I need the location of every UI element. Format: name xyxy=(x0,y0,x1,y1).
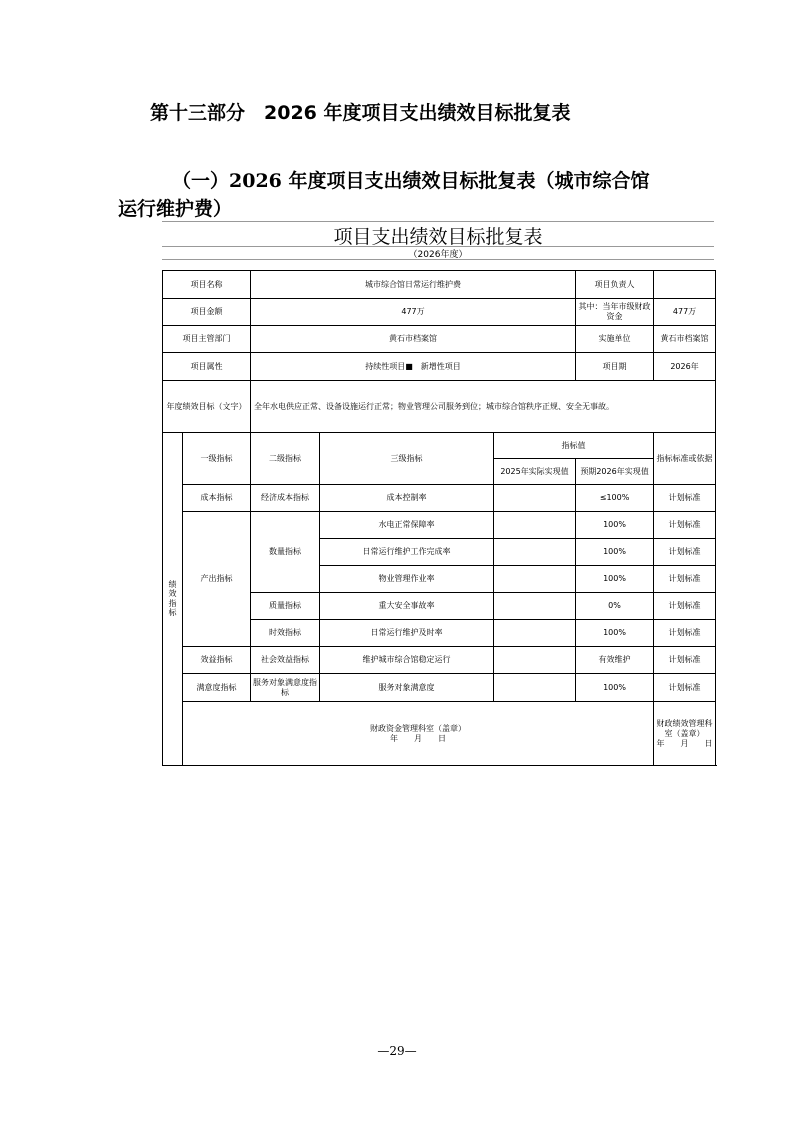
benefit-level1: 效益指标 xyxy=(183,647,251,674)
time-actual xyxy=(494,620,576,647)
period-label: 项目期 xyxy=(576,353,654,381)
benefit-level3: 维护城市综合馆稳定运行 xyxy=(320,647,494,674)
header-actual-2025: 2025年实际实现值 xyxy=(494,459,576,485)
qty1-level3: 水电正常保障率 xyxy=(320,512,494,539)
impl-value: 黄石市档案馆 xyxy=(654,326,716,353)
goal-label: 年度绩效目标（文字） xyxy=(163,381,251,433)
cost-level2: 经济成本指标 xyxy=(251,485,320,512)
performance-office-date: 年 月 日 xyxy=(656,738,713,748)
row-header-1 xyxy=(163,433,716,459)
page-number: —29— xyxy=(377,1044,417,1058)
qty3-level3: 物业管理作业率 xyxy=(320,566,494,593)
quality-level2: 质量指标 xyxy=(251,593,320,620)
satisfaction-basis: 计划标准 xyxy=(654,674,716,702)
row-annual-goal xyxy=(163,381,716,433)
owner-label: 项目负责人 xyxy=(576,271,654,299)
impl-label: 实施单位 xyxy=(576,326,654,353)
qty1-basis: 计划标准 xyxy=(654,512,716,539)
attr-label: 项目属性 xyxy=(163,353,251,381)
subheading-line-2: 运行维护费） xyxy=(118,198,233,220)
performance-indicator-label: 绩效指标 xyxy=(168,579,177,618)
satisfaction-actual xyxy=(494,674,576,702)
header-level1: 一级指标 xyxy=(183,433,251,485)
city-fund-label: 其中：当年市级财政资金 xyxy=(576,299,654,326)
quantity-level2: 数量指标 xyxy=(251,512,320,593)
header-level3: 三级指标 xyxy=(320,433,494,485)
cost-actual xyxy=(494,485,576,512)
project-name-label: 项目名称 xyxy=(163,271,251,299)
qty3-actual xyxy=(494,566,576,593)
fund-management-sign xyxy=(183,702,654,766)
quality-actual xyxy=(494,593,576,620)
qty1-actual xyxy=(494,512,576,539)
satisfaction-expected: 100% xyxy=(576,674,654,702)
project-name-value: 城市综合馆日常运行维护费 xyxy=(251,271,576,299)
attr-value: 持续性项目■ 新增性项目 xyxy=(251,353,576,381)
fund-office-label: 财政资金管理科室（盖章） xyxy=(370,723,467,733)
period-value: 2026年 xyxy=(654,353,716,381)
row-benefit xyxy=(163,647,716,674)
dept-value: 黄石市档案馆 xyxy=(251,326,576,353)
time-expected: 100% xyxy=(576,620,654,647)
amount-value: 477万 xyxy=(251,299,576,326)
qty2-actual xyxy=(494,539,576,566)
row-cost xyxy=(163,485,716,512)
benefit-expected: 有效维护 xyxy=(576,647,654,674)
form-year-divider xyxy=(162,259,714,260)
time-basis: 计划标准 xyxy=(654,620,716,647)
performance-office-label: 财政绩效管理科室（盖章） xyxy=(656,718,713,738)
city-fund-value: 477万 xyxy=(654,299,716,326)
qty2-level3: 日常运行维护工作完成率 xyxy=(320,539,494,566)
benefit-actual xyxy=(494,647,576,674)
cost-basis: 计划标准 xyxy=(654,485,716,512)
goal-value: 全年水电供应正常、设备设施运行正常；物业管理公司服务到位；城市综合馆秩序正规、安全无事故。 xyxy=(251,381,716,433)
qty3-expected: 100% xyxy=(576,566,654,593)
qty1-expected: 100% xyxy=(576,512,654,539)
form-year: （2026年度） xyxy=(408,250,468,260)
time-level2: 时效指标 xyxy=(251,620,320,647)
row-amount xyxy=(163,299,716,326)
performance-management-sign xyxy=(654,702,716,766)
performance-indicator-group xyxy=(163,433,183,766)
subheading-line-1: （一）2026 年度项目支出绩效目标批复表（城市综合馆 xyxy=(172,170,650,192)
quality-basis: 计划标准 xyxy=(654,593,716,620)
satisfaction-level3: 服务对象满意度 xyxy=(320,674,494,702)
amount-label: 项目金额 xyxy=(163,299,251,326)
qty2-expected: 100% xyxy=(576,539,654,566)
row-output-qty-1 xyxy=(163,512,716,539)
dept-label: 项目主管部门 xyxy=(163,326,251,353)
qty2-basis: 计划标准 xyxy=(654,539,716,566)
header-level2: 二级指标 xyxy=(251,433,320,485)
satisfaction-level1: 满意度指标 xyxy=(183,674,251,702)
output-level1: 产出指标 xyxy=(183,512,251,647)
cost-level3: 成本控制率 xyxy=(320,485,494,512)
cost-expected: ≤100% xyxy=(576,485,654,512)
row-attribute xyxy=(163,353,716,381)
qty3-basis: 计划标准 xyxy=(654,566,716,593)
row-signatures xyxy=(163,702,716,766)
header-expected-2026: 预期2026年实现值 xyxy=(576,459,654,485)
row-satisfaction xyxy=(163,674,716,702)
quality-expected: 0% xyxy=(576,593,654,620)
cost-level1: 成本指标 xyxy=(183,485,251,512)
owner-value xyxy=(654,271,716,299)
row-project-name xyxy=(163,271,716,299)
satisfaction-level2: 服务对象满意度指标 xyxy=(251,674,320,702)
benefit-level2: 社会效益指标 xyxy=(251,647,320,674)
row-department xyxy=(163,326,716,353)
form-title: 项目支出绩效目标批复表 xyxy=(333,226,543,248)
header-target: 指标值 xyxy=(494,433,654,459)
performance-target-table xyxy=(162,270,716,766)
benefit-basis: 计划标准 xyxy=(654,647,716,674)
time-level3: 日常运行维护及时率 xyxy=(320,620,494,647)
header-basis: 指标标准或依据 xyxy=(654,433,716,485)
section-heading: 第十三部分 2026 年度项目支出绩效目标批复表 xyxy=(150,102,571,124)
fund-office-date: 年 月 日 xyxy=(390,733,447,743)
quality-level3: 重大安全事故率 xyxy=(320,593,494,620)
